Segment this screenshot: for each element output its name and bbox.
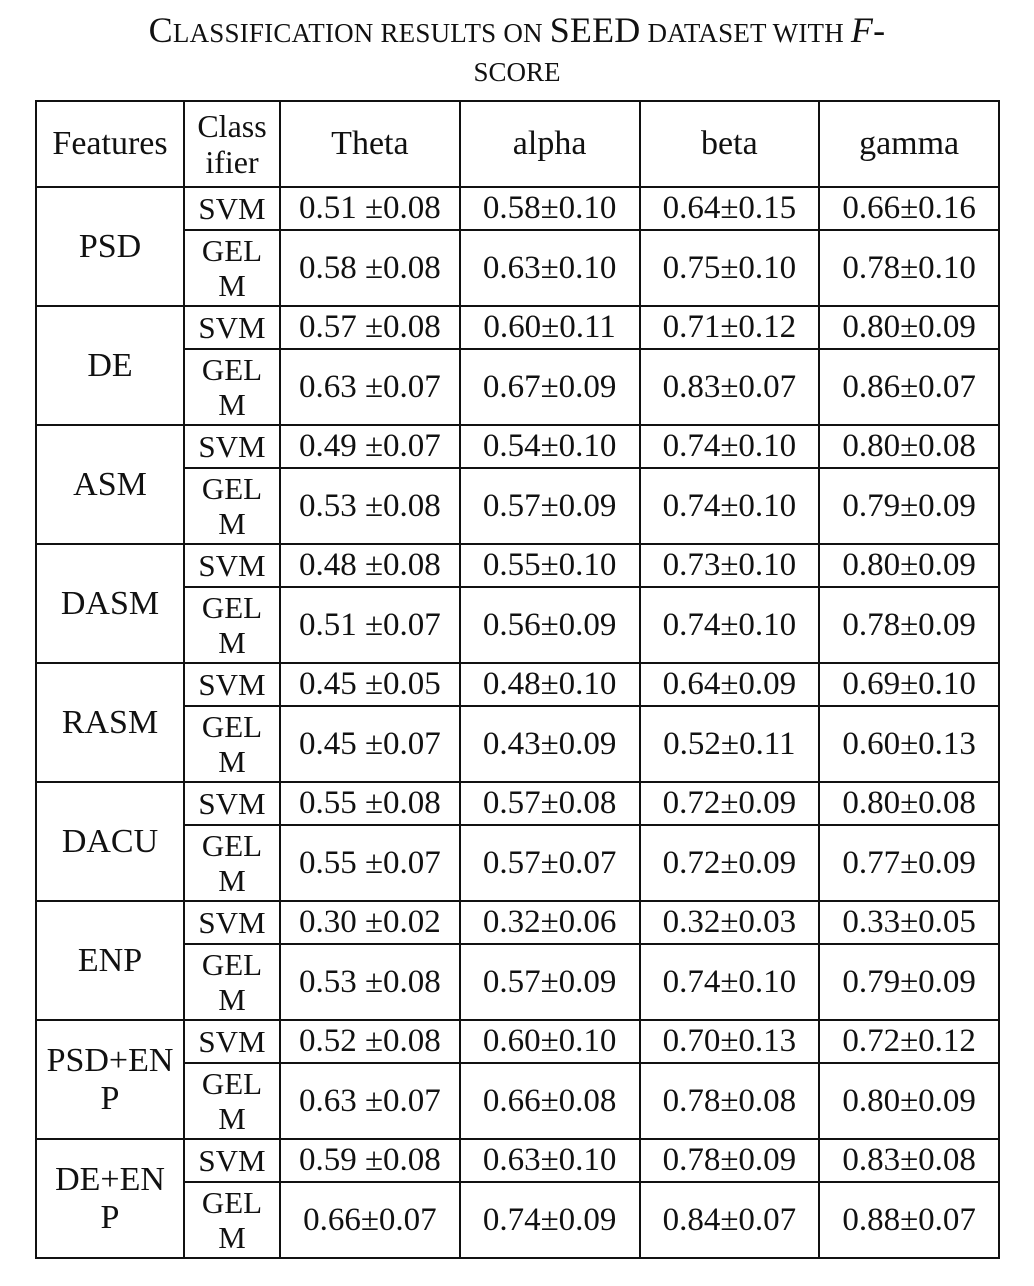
- svm-value: 0.55±0.10: [460, 544, 640, 587]
- svm-value: 0.60±0.10: [460, 1020, 640, 1063]
- caption-dash: -: [873, 10, 886, 50]
- classifier-gelm-line2: M: [218, 863, 246, 898]
- caption-line-2: SCORE: [473, 57, 561, 87]
- classifier-gelm-line2: M: [218, 387, 246, 422]
- caption-smallcaps-2: DATASET WITH: [640, 18, 851, 48]
- gelm-value: 0.57±0.09: [460, 944, 640, 1020]
- table-row: [36, 1020, 999, 1063]
- svm-value: 0.74±0.10: [640, 425, 820, 468]
- svm-value: 0.59 ±0.08: [280, 1139, 460, 1182]
- feature-name-line2: P: [100, 1079, 120, 1117]
- header-gamma: gamma: [819, 101, 999, 187]
- feature-name: DE+EN: [55, 1160, 165, 1198]
- gelm-value: 0.63 ±0.07: [280, 1063, 460, 1139]
- caption-line-1: [0, 8, 1034, 55]
- classifier-gelm-line1: GEL: [201, 828, 263, 863]
- caption-initial: C: [148, 10, 173, 50]
- feature-name: PSD: [78, 227, 142, 265]
- svm-value: 0.52 ±0.08: [280, 1020, 460, 1063]
- table-caption: [0, 8, 1034, 89]
- header-theta: Theta: [280, 101, 460, 187]
- feature-name: ASM: [73, 465, 147, 503]
- feature-cell: [36, 544, 184, 663]
- svm-value: 0.73±0.10: [640, 544, 820, 587]
- gelm-value: 0.72±0.09: [640, 825, 820, 901]
- gelm-value: 0.88±0.07: [819, 1182, 999, 1258]
- caption-seed: SEED: [549, 10, 641, 50]
- gelm-value: 0.78±0.10: [819, 230, 999, 306]
- svm-value: 0.80±0.08: [819, 782, 999, 825]
- table-row: [36, 901, 999, 944]
- gelm-value: 0.67±0.09: [460, 349, 640, 425]
- feature-name: DASM: [60, 584, 160, 622]
- classifier-gelm-line2: M: [218, 1220, 246, 1255]
- svm-value: 0.48±0.10: [460, 663, 640, 706]
- feature-name: RASM: [61, 703, 159, 741]
- table-row: [36, 187, 999, 230]
- classifier-gelm: [184, 944, 280, 1020]
- svm-value: 0.33±0.05: [819, 901, 999, 944]
- gelm-value: 0.75±0.10: [640, 230, 820, 306]
- table-row: [36, 544, 999, 587]
- header-classifier-line2: ifier: [205, 144, 259, 180]
- feature-cell: [36, 1139, 184, 1258]
- classifier-svm: SVM: [184, 1020, 280, 1063]
- feature-cell: [36, 901, 184, 1020]
- results-table: [35, 100, 1000, 1259]
- caption-smallcaps-1: LASSIFICATION RESULTS ON: [172, 18, 550, 48]
- classifier-gelm: [184, 825, 280, 901]
- gelm-value: 0.57±0.09: [460, 468, 640, 544]
- gelm-value: 0.79±0.09: [819, 468, 999, 544]
- results-body: [36, 187, 999, 1258]
- gelm-value: 0.78±0.08: [640, 1063, 820, 1139]
- gelm-value: 0.83±0.07: [640, 349, 820, 425]
- svm-value: 0.64±0.15: [640, 187, 820, 230]
- gelm-value: 0.74±0.10: [640, 468, 820, 544]
- svm-value: 0.57 ±0.08: [280, 306, 460, 349]
- svm-value: 0.78±0.09: [640, 1139, 820, 1182]
- classifier-gelm-line1: GEL: [201, 352, 263, 387]
- classifier-gelm-line1: GEL: [201, 233, 263, 268]
- feature-cell: [36, 306, 184, 425]
- feature-cell: [36, 1020, 184, 1139]
- classifier-gelm-line1: GEL: [201, 1185, 263, 1220]
- gelm-value: 0.84±0.07: [640, 1182, 820, 1258]
- feature-cell: [36, 663, 184, 782]
- classifier-gelm-line1: GEL: [201, 947, 263, 982]
- gelm-value: 0.53 ±0.08: [280, 944, 460, 1020]
- classifier-gelm-line2: M: [218, 744, 246, 779]
- classifier-gelm: [184, 468, 280, 544]
- svm-value: 0.72±0.12: [819, 1020, 999, 1063]
- classifier-svm: SVM: [184, 782, 280, 825]
- classifier-gelm-line2: M: [218, 506, 246, 541]
- feature-cell: [36, 782, 184, 901]
- classifier-svm: SVM: [184, 425, 280, 468]
- svm-value: 0.57±0.08: [460, 782, 640, 825]
- svm-value: 0.70±0.13: [640, 1020, 820, 1063]
- gelm-value: 0.63±0.10: [460, 230, 640, 306]
- gelm-value: 0.60±0.13: [819, 706, 999, 782]
- gelm-value: 0.51 ±0.07: [280, 587, 460, 663]
- feature-cell: [36, 425, 184, 544]
- feature-name: DE: [87, 346, 133, 384]
- svm-value: 0.80±0.09: [819, 306, 999, 349]
- classifier-gelm: [184, 349, 280, 425]
- gelm-value: 0.79±0.09: [819, 944, 999, 1020]
- gelm-value: 0.74±0.10: [640, 944, 820, 1020]
- gelm-value: 0.53 ±0.08: [280, 468, 460, 544]
- gelm-value: 0.78±0.09: [819, 587, 999, 663]
- classifier-gelm: [184, 1063, 280, 1139]
- svm-value: 0.45 ±0.05: [280, 663, 460, 706]
- gelm-value: 0.57±0.07: [460, 825, 640, 901]
- classifier-gelm: [184, 706, 280, 782]
- table-row: [36, 663, 999, 706]
- classifier-svm: SVM: [184, 544, 280, 587]
- classifier-svm: SVM: [184, 187, 280, 230]
- svm-value: 0.30 ±0.02: [280, 901, 460, 944]
- feature-cell: [36, 187, 184, 306]
- gelm-value: 0.55 ±0.07: [280, 825, 460, 901]
- gelm-value: 0.86±0.07: [819, 349, 999, 425]
- table-row: [36, 782, 999, 825]
- classifier-gelm-line1: GEL: [201, 471, 263, 506]
- feature-name-line2: P: [100, 1198, 120, 1236]
- classifier-svm: SVM: [184, 1139, 280, 1182]
- classifier-gelm: [184, 1182, 280, 1258]
- svm-value: 0.83±0.08: [819, 1139, 999, 1182]
- gelm-value: 0.52±0.11: [640, 706, 820, 782]
- classifier-gelm-line2: M: [218, 1101, 246, 1136]
- gelm-value: 0.66±0.08: [460, 1063, 640, 1139]
- caption-f-italic: F: [850, 10, 874, 50]
- gelm-value: 0.74±0.09: [460, 1182, 640, 1258]
- feature-name: ENP: [77, 941, 143, 979]
- svm-value: 0.80±0.08: [819, 425, 999, 468]
- gelm-value: 0.66±0.07: [280, 1182, 460, 1258]
- header-beta: beta: [640, 101, 820, 187]
- classifier-gelm: [184, 587, 280, 663]
- classifier-svm: SVM: [184, 306, 280, 349]
- classifier-gelm-line1: GEL: [201, 590, 263, 625]
- header-classifier: [184, 101, 280, 187]
- classifier-gelm-line1: GEL: [201, 1066, 263, 1101]
- gelm-value: 0.56±0.09: [460, 587, 640, 663]
- table-row: [36, 425, 999, 468]
- classifier-gelm-line1: GEL: [201, 709, 263, 744]
- svm-value: 0.48 ±0.08: [280, 544, 460, 587]
- svm-value: 0.49 ±0.07: [280, 425, 460, 468]
- gelm-value: 0.77±0.09: [819, 825, 999, 901]
- feature-name: PSD+EN: [46, 1041, 174, 1079]
- svm-value: 0.51 ±0.08: [280, 187, 460, 230]
- classifier-gelm-line2: M: [218, 982, 246, 1017]
- svm-value: 0.54±0.10: [460, 425, 640, 468]
- svm-value: 0.32±0.06: [460, 901, 640, 944]
- header-features: Features: [36, 101, 184, 187]
- header-row: [36, 101, 999, 187]
- svm-value: 0.60±0.11: [460, 306, 640, 349]
- classifier-svm: SVM: [184, 901, 280, 944]
- svm-value: 0.64±0.09: [640, 663, 820, 706]
- svm-value: 0.72±0.09: [640, 782, 820, 825]
- gelm-value: 0.58 ±0.08: [280, 230, 460, 306]
- svm-value: 0.58±0.10: [460, 187, 640, 230]
- gelm-value: 0.43±0.09: [460, 706, 640, 782]
- svm-value: 0.32±0.03: [640, 901, 820, 944]
- svm-value: 0.66±0.16: [819, 187, 999, 230]
- svm-value: 0.71±0.12: [640, 306, 820, 349]
- classifier-gelm: [184, 230, 280, 306]
- feature-name: DACU: [61, 822, 159, 860]
- header-classifier-line1: Class: [197, 108, 267, 144]
- classifier-gelm-line2: M: [218, 268, 246, 303]
- classifier-svm: SVM: [184, 663, 280, 706]
- classifier-gelm-line2: M: [218, 625, 246, 660]
- svm-value: 0.63±0.10: [460, 1139, 640, 1182]
- table-row: [36, 306, 999, 349]
- svm-value: 0.80±0.09: [819, 544, 999, 587]
- svm-value: 0.55 ±0.08: [280, 782, 460, 825]
- table-row: [36, 1139, 999, 1182]
- svm-value: 0.69±0.10: [819, 663, 999, 706]
- gelm-value: 0.74±0.10: [640, 587, 820, 663]
- header-alpha: alpha: [460, 101, 640, 187]
- gelm-value: 0.45 ±0.07: [280, 706, 460, 782]
- gelm-value: 0.63 ±0.07: [280, 349, 460, 425]
- gelm-value: 0.80±0.09: [819, 1063, 999, 1139]
